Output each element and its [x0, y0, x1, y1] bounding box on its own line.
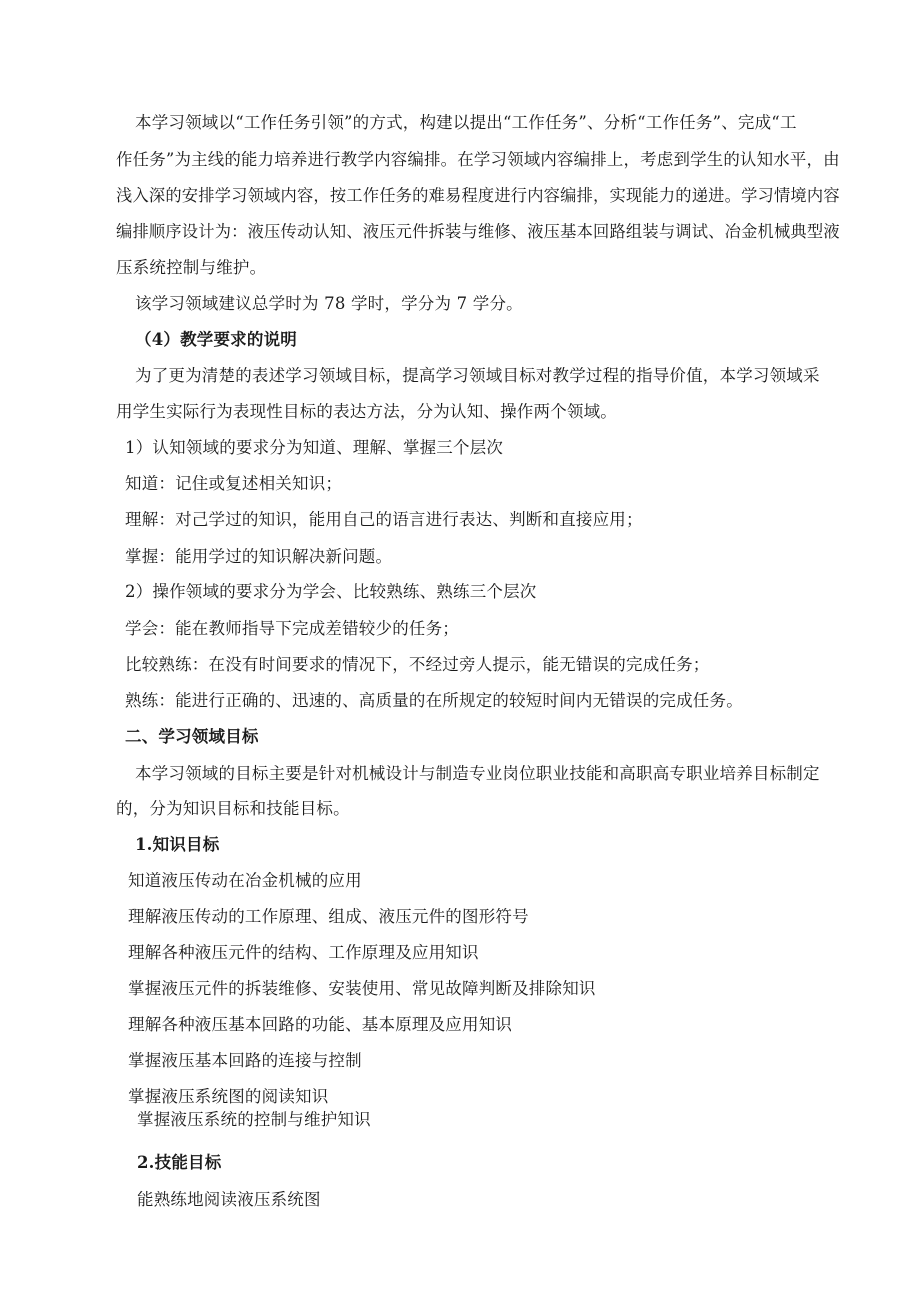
level-know: 知道：记住或复述相关知识；	[125, 474, 343, 493]
knowledge-goals-heading: 1.知识目标	[135, 835, 220, 854]
knowledge-item: 掌握液压基本回路的连接与控制	[128, 1051, 362, 1070]
para1-line-2: 作任务”为主线的能力培养进行教学内容编排。在学习领域内容编排上，考虑到学生的认知水平，由	[116, 150, 840, 169]
knowledge-item: 掌握液压系统的控制与维护知识	[137, 1110, 371, 1129]
knowledge-item: 理解各种液压元件的结构、工作原理及应用知识	[128, 943, 479, 962]
knowledge-item: 理解液压传动的工作原理、组成、液压元件的图形符号	[128, 907, 529, 926]
teaching-requirements-heading: （4）教学要求的说明	[135, 330, 297, 349]
para1-line-3: 浅入深的安排学习领域内容，按工作任务的难易程度进行内容编排，实现能力的递进。学习情境内容	[116, 186, 840, 205]
para1-line-1: 本学习领域以“工作任务引领”的方式，构建以提出“工作任务”、分析“工作任务”、完成“工	[135, 113, 797, 132]
study-hours-text: 该学习领域建议总学时为 78 学时，学分为 7 学分。	[135, 294, 523, 313]
para1-line-4: 编排顺序设计为：液压传动认知、液压元件拆装与维修、液压基本回路组装与调试、冶金机械典型液	[116, 222, 840, 241]
para1-line-5: 压系统控制与维护。	[116, 258, 267, 277]
level-skilled: 熟练：能进行正确的、迅速的、高质量的在所规定的较短时间内无错误的完成任务。	[125, 691, 743, 710]
knowledge-item: 掌握液压元件的拆装维修、安装使用、常见故障判断及排除知识	[128, 979, 596, 998]
operation-domain-title: 2）操作领域的要求分为学会、比较熟练、熟练三个层次	[125, 582, 537, 601]
level-master: 掌握：能用学过的知识解决新问题。	[125, 547, 393, 566]
para2-line-1: 为了更为清楚的表述学习领域目标，提高学习领域目标对教学过程的指导价值，本学习领域采	[135, 366, 820, 385]
knowledge-item: 知道液压传动在冶金机械的应用	[128, 871, 362, 890]
para2-line-2: 用学生实际行为表现性目标的表达方法，分为认知、操作两个领域。	[116, 402, 617, 421]
skill-item: 能熟练地阅读液压系统图	[137, 1190, 321, 1209]
level-learn: 学会：能在教师指导下完成差错较少的任务；	[125, 619, 459, 638]
level-understand: 理解：对己学过的知识，能用自己的语言进行表达、判断和直接应用；	[125, 510, 643, 529]
level-fairly-skilled: 比较熟练：在没有时间要求的情况下，不经过旁人提示，能无错误的完成任务；	[125, 655, 710, 674]
skill-goals-heading: 2.技能目标	[137, 1153, 222, 1172]
para3-line-2: 的，分为知识目标和技能目标。	[116, 799, 350, 818]
cognitive-domain-title: 1）认知领域的要求分为知道、理解、掌握三个层次	[125, 438, 504, 457]
para3-line-1: 本学习领域的目标主要是针对机械设计与制造专业岗位职业技能和高职高专职业培养目标制定	[135, 764, 820, 783]
knowledge-item: 掌握液压系统图的阅读知识	[128, 1087, 329, 1106]
knowledge-item: 理解各种液压基本回路的功能、基本原理及应用知识	[128, 1015, 513, 1034]
section-two-heading: 二、学习领域目标	[125, 727, 259, 746]
